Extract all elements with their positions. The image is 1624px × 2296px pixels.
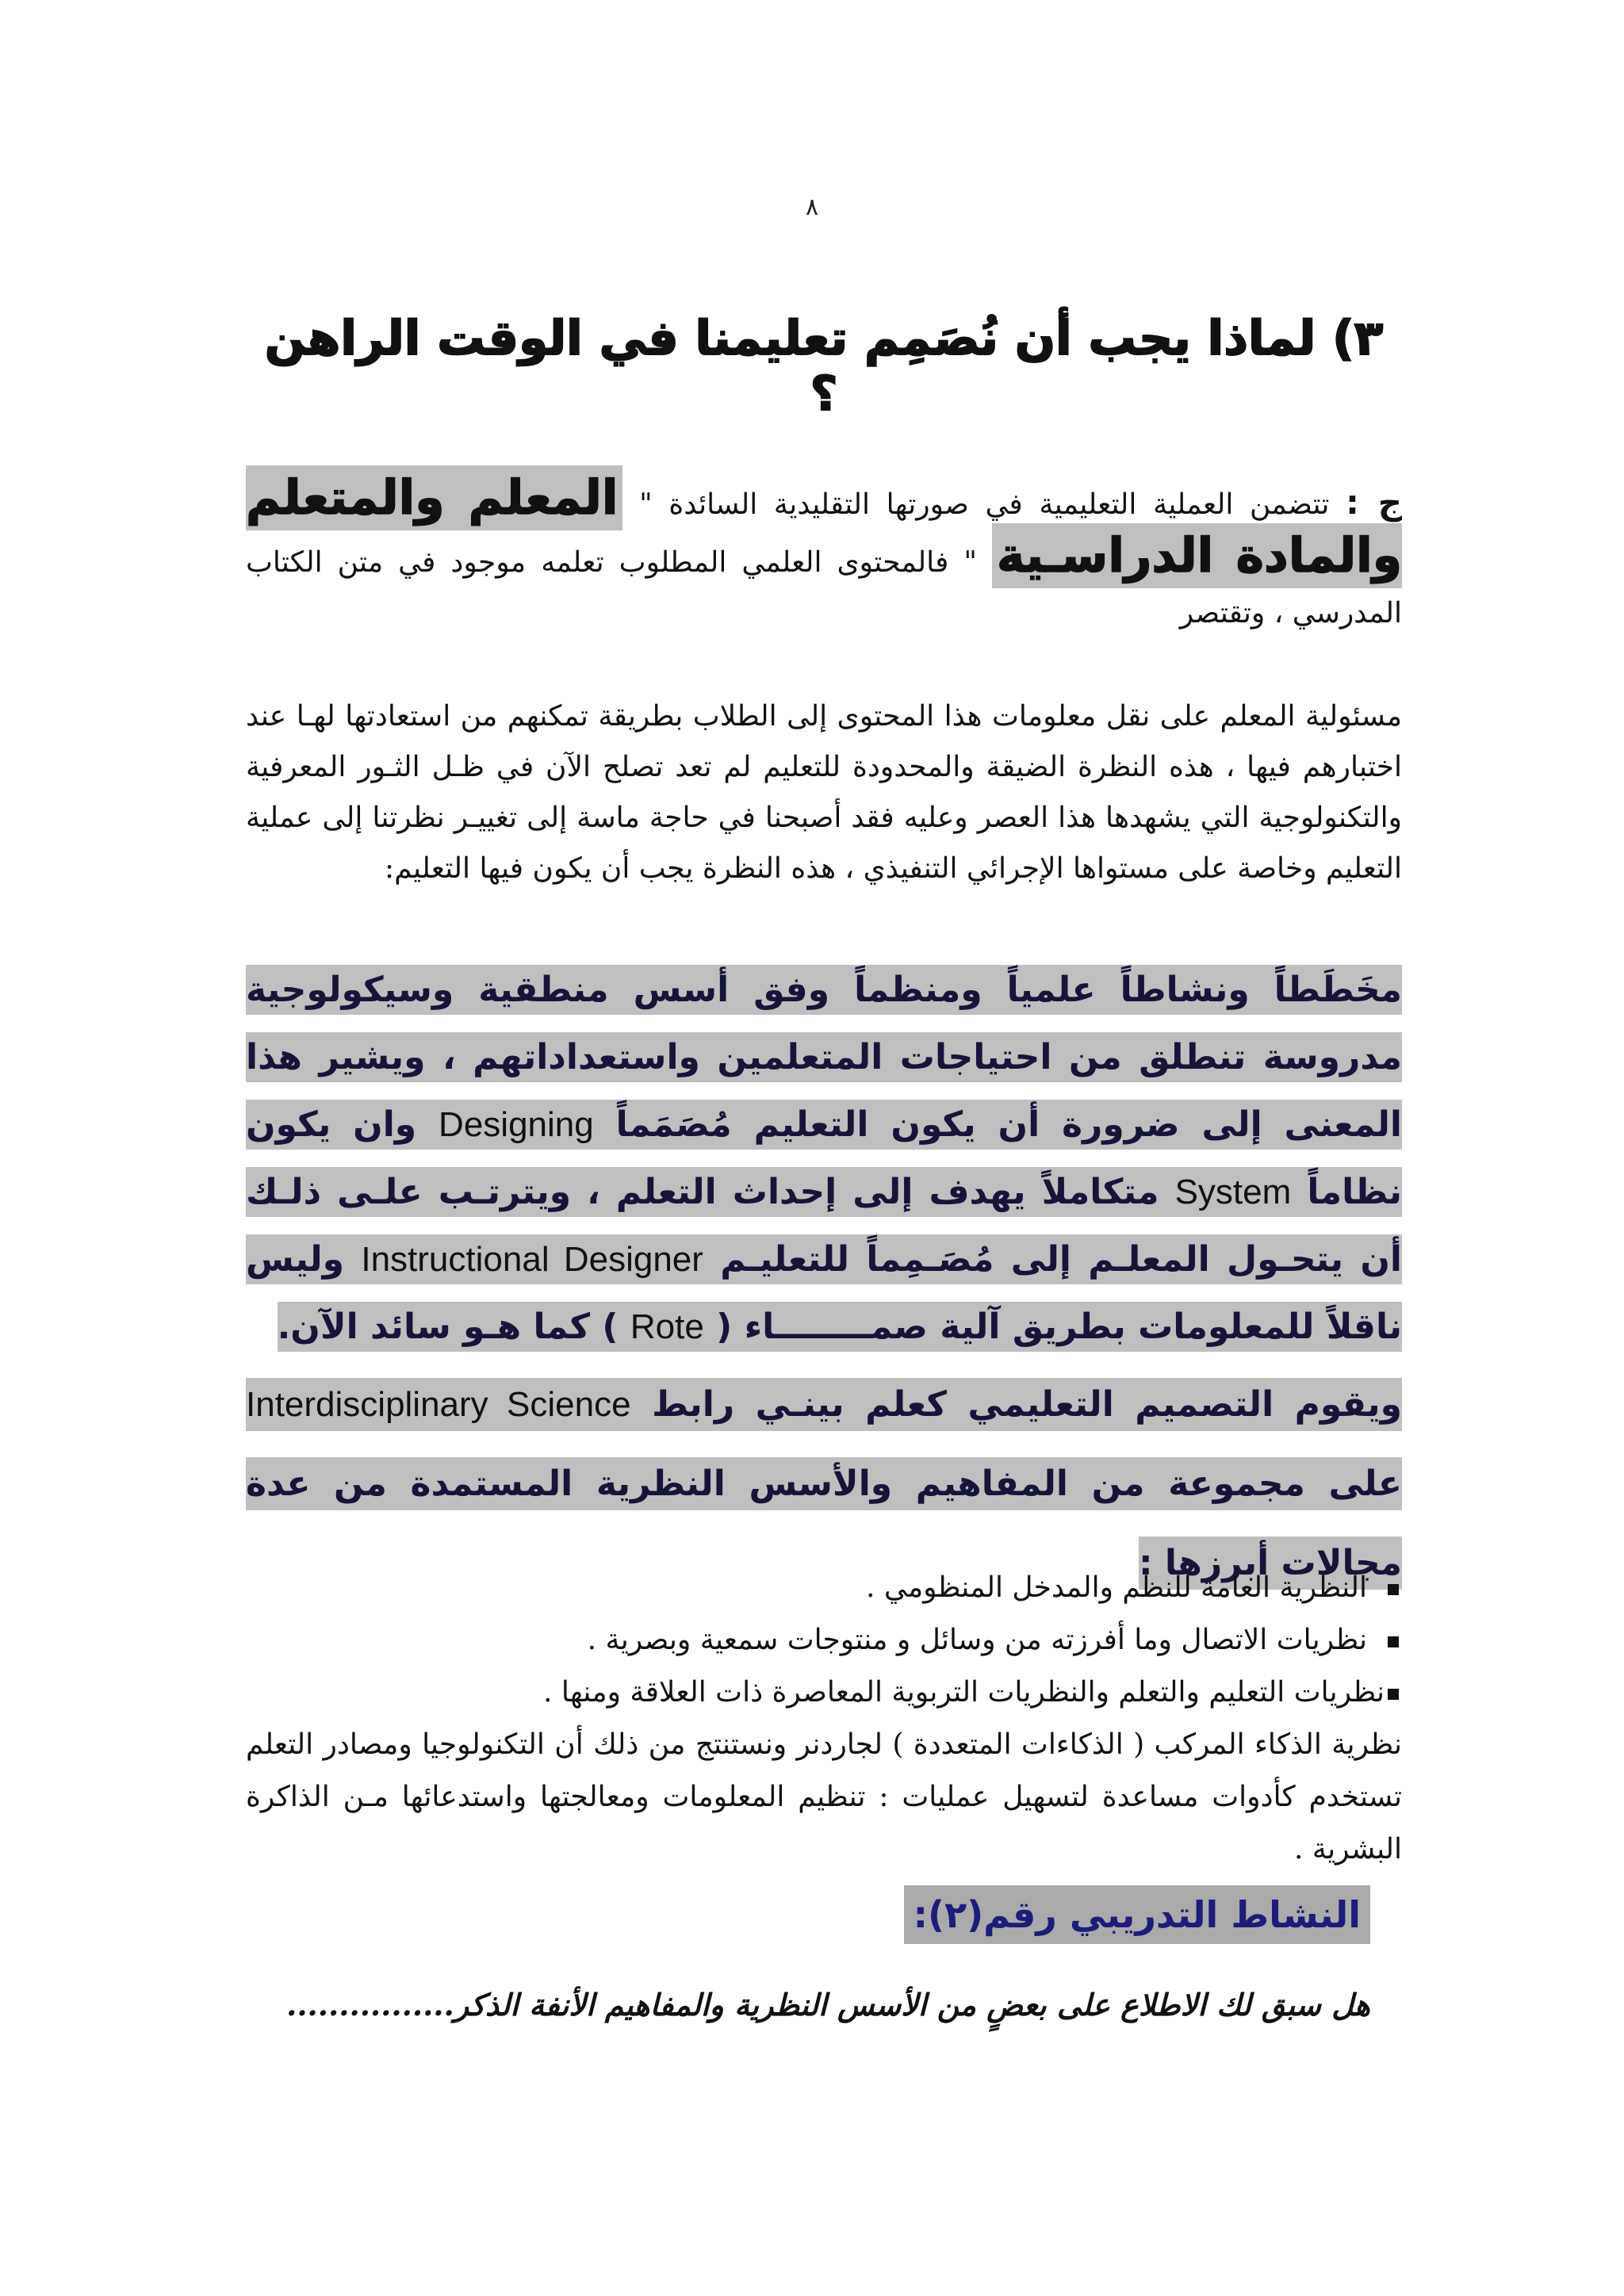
square-bullet-icon	[1388, 1584, 1399, 1595]
hl1-part5: ) كما هـو سائد الآن.	[277, 1307, 619, 1347]
paragraph-1: مسئولية المعلم على نقل معلومات هذا المحتوى إلى الطلاب بطريقة تمكنهم من استعادتها لهـا عند اختبارهم فيها ، هذه النظرة الضيقة والمحدودة للتعليم لم تعد تصلح الآن في ظـل الثـور المعرفية والتكنولوجية التي يشهدها هذا العصر وعليه فقد أصبحنا في حاجة ماسة إلى تغييـر نظرتنا إلى عملية التعليم وخاصة على مستواها الإجرائي التنفيذي ، هذه النظرة يجب أن يكون فيها التعليم:	[246, 700, 1402, 885]
answer-label: ج :	[1346, 483, 1403, 522]
hl1-en2: System	[1174, 1173, 1292, 1211]
highlight-block-1	[246, 956, 1402, 1360]
hl1-en3: Instructional Designer	[361, 1240, 703, 1279]
hl1-en1: Designing	[439, 1105, 594, 1144]
hl1-part4: وليس ناقلاً للمعلومات بطريق آلية صمــــــــاء (	[246, 1239, 1402, 1347]
foundations-list	[246, 1562, 1402, 1719]
section-title: ٣) لماذا يجب أن نُصَمِم تعليمنا في الوقت الراهن ؟	[264, 311, 1384, 422]
square-bullet-icon	[1388, 1689, 1399, 1700]
answer-intro	[246, 470, 1403, 639]
hl2-part2: على مجموعة من المفاهيم والأسس النظرية المستمدة من عدة مجالات أبرزها :	[246, 1464, 1402, 1583]
list-item: النظرية العامة للنظم والمدخل المنظومي .	[246, 1562, 1402, 1614]
hl1-part3: متكاملاً يهدف إلى إحداث التعلم ، ويترتـب علـى ذلـك أن يتحـول المعلـم إلى مُصَـمِماً للتعليـم	[246, 1172, 1402, 1280]
answer-rest-text: " فالمحتوى العلمي المطلوب تعلمه موجود في متن الكتاب المدرسي ، وتقتصر	[246, 546, 1402, 629]
list-item: نظريات التعليم والتعلم والنظريات التربوية المعاصرة ذات العلاقة ومنها .	[246, 1667, 1402, 1719]
activity-question: هل سبق لك الاطلاع على بعضٍ من الأسس النظرية والمفاهيم الأنفة الذكر................	[286, 1987, 1370, 2022]
hl2-part1: ويقوم التصميم التعليمي كعلم بينـي رابط	[652, 1384, 1402, 1425]
page-number: ٨	[805, 193, 819, 221]
paragraph-2: نظرية الذكاء المركب ( الذكاءات المتعددة ) لجاردنر ونستنتج من ذلك أن التكنولوجيا ومصادر التعلم تستخدم كأدوات مساعدة لتسهيل عمليات : تنظيم المعلومات ومعالجتها واستدعائها مـن الذاكرة البشرية .	[246, 1728, 1402, 1866]
square-bullet-icon	[1388, 1636, 1399, 1647]
hl1-part2: وان يكون نظاماً	[246, 1104, 1402, 1212]
activity-label: النشاط التدريبي رقم(٢):	[904, 1885, 1370, 1944]
hl2-en: Interdisciplinary Science	[246, 1385, 631, 1424]
answer-intro-text: تتضمن العملية التعليمية في صورتها التقليدية السائدة "	[639, 488, 1330, 521]
list-item: نظريات الاتصال وما أفرزته من وسائل و منتوجات سمعية وبصرية .	[246, 1614, 1402, 1667]
hl1-part1: مخَطَطاً ونشاطاً علمياً ومنظماً وفق أسس منطقية وسيكولوجية مدروسة تنطلق من احتياجات المتعلمين واستعداداتهم ، ويشير هذا المعنى إلى ضرورة أن يكون التعليم مُصَمَماً	[246, 970, 1402, 1145]
answer-highlight: المعلم والمتعلم والمادة الدراسـية	[246, 465, 1402, 588]
hl1-en4: Rote	[630, 1307, 704, 1346]
